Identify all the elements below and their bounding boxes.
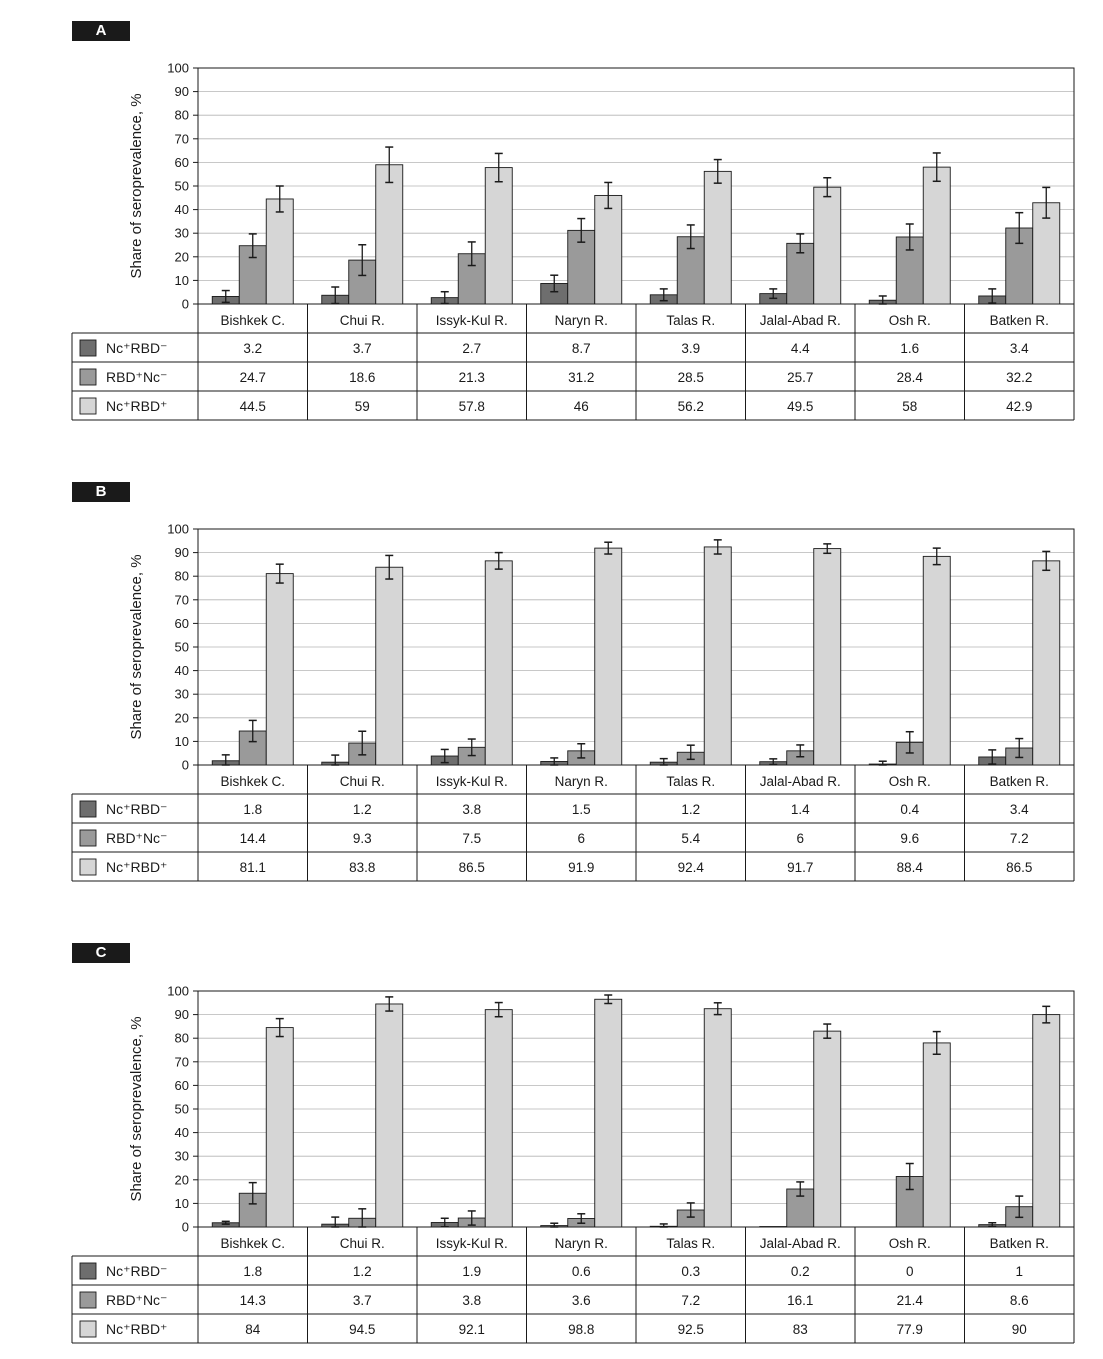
y-axis-label: Share of seroprevalence, % — [128, 93, 145, 279]
bar-nc-rbd-pos — [923, 1043, 950, 1227]
table-cell-value: 3.7 — [352, 341, 372, 356]
table-cell-value: 90 — [1011, 1322, 1027, 1337]
table-row-nc-rbd-pos — [80, 1321, 1027, 1337]
table-cell-value: 91.9 — [568, 860, 595, 875]
table-cell-value: 3.4 — [1009, 802, 1029, 817]
table-cell-value: 81.1 — [239, 860, 266, 875]
legend-label: Nc⁺RBD⁻ — [106, 340, 168, 356]
table-row-nc-rbd-pos — [80, 859, 1032, 875]
table-cell-value: 0.4 — [900, 802, 920, 817]
category-label: Batken R. — [989, 313, 1049, 328]
legend-label: RBD⁺Nc⁻ — [106, 369, 168, 385]
y-tick-label: 40 — [174, 202, 189, 218]
bar-nc-rbd-pos — [923, 556, 950, 765]
table-cell-value: 88.4 — [896, 860, 923, 875]
table-cell-value: 0.3 — [681, 1264, 701, 1279]
table-cell-value: 7.2 — [1009, 831, 1029, 846]
y-tick-label: 100 — [167, 60, 189, 76]
category-label: Jalal-Abad R. — [759, 774, 841, 789]
legend-label: Nc⁺RBD⁻ — [106, 1263, 168, 1279]
error-bar — [660, 1224, 668, 1227]
table-cell-value: 98.8 — [568, 1322, 595, 1337]
panel-label-b: B — [72, 482, 130, 502]
table-cell-value: 18.6 — [349, 370, 376, 385]
table-row-nc-rbd-neg — [80, 340, 1029, 356]
table-cell-value: 14.4 — [239, 831, 266, 846]
table-row-rbd-nc-neg — [80, 830, 1029, 846]
table-cell-value: 1.2 — [352, 802, 372, 817]
y-tick-label: 20 — [174, 249, 189, 265]
category-label: Batken R. — [989, 1236, 1049, 1251]
table-cell-value: 2.7 — [462, 341, 482, 356]
chart-panel-a — [72, 61, 1074, 421]
bar-nc-rbd-pos — [814, 1031, 841, 1227]
category-label: Chui R. — [339, 313, 385, 328]
table-cell-value: 58 — [902, 399, 918, 414]
error-bar — [550, 1223, 558, 1227]
table-cell-value: 14.3 — [239, 1293, 266, 1308]
legend-label: Nc⁺RBD⁺ — [106, 1321, 168, 1337]
table-cell-value: 0.6 — [571, 1264, 591, 1279]
legend-swatch — [80, 801, 96, 817]
table-cell-value: 3.8 — [462, 802, 482, 817]
category-label: Osh R. — [888, 774, 931, 789]
legend-label: Nc⁺RBD⁻ — [106, 801, 168, 817]
category-label: Talas R. — [666, 313, 716, 328]
y-tick-label: 0 — [181, 757, 189, 773]
table-cell-value: 1.9 — [462, 1264, 482, 1279]
legend-label: Nc⁺RBD⁺ — [106, 398, 168, 414]
table-row-nc-rbd-pos — [80, 398, 1032, 414]
table-cell-value: 6 — [796, 831, 805, 846]
table-cell-value: 84 — [245, 1322, 261, 1337]
category-label: Issyk-Kul R. — [435, 774, 508, 789]
y-axis-label: Share of seroprevalence, % — [128, 1016, 145, 1202]
data-table — [72, 304, 1074, 420]
table-cell-value: 91.7 — [787, 860, 814, 875]
legend-swatch — [80, 369, 96, 385]
chart-panel-c — [72, 984, 1074, 1344]
legend-swatch — [80, 830, 96, 846]
y-tick-label: 80 — [174, 568, 189, 584]
table-cell-value: 16.1 — [787, 1293, 814, 1308]
table-cell-value: 28.4 — [896, 370, 923, 385]
y-tick-label: 0 — [181, 1219, 189, 1235]
y-tick-label: 20 — [174, 1172, 189, 1188]
category-label: Talas R. — [666, 1236, 716, 1251]
category-label: Issyk-Kul R. — [435, 313, 508, 328]
y-tick-label: 10 — [174, 272, 189, 288]
category-label: Chui R. — [339, 1236, 385, 1251]
table-cell-value: 44.5 — [239, 399, 266, 414]
legend-swatch — [80, 398, 96, 414]
category-label: Bishkek C. — [220, 1236, 286, 1251]
category-label: Naryn R. — [554, 313, 608, 328]
y-tick-label: 30 — [174, 686, 189, 702]
table-cell-value: 56.2 — [677, 399, 704, 414]
bar-nc-rbd-pos — [266, 574, 293, 765]
table-cell-value: 25.7 — [787, 370, 814, 385]
table-cell-value: 8.6 — [1009, 1293, 1029, 1308]
panel-label-a: A — [72, 21, 130, 41]
y-tick-label: 50 — [174, 178, 189, 194]
y-tick-label: 70 — [174, 592, 189, 608]
table-cell-value: 6 — [577, 831, 586, 846]
table-cell-value: 1 — [1015, 1264, 1024, 1279]
table-cell-value: 0.2 — [790, 1264, 810, 1279]
table-cell-value: 1.8 — [243, 802, 263, 817]
table-cell-value: 3.9 — [681, 341, 701, 356]
y-tick-label: 10 — [174, 1195, 189, 1211]
y-tick-label: 60 — [174, 154, 189, 170]
category-label: Chui R. — [339, 774, 385, 789]
y-tick-label: 90 — [174, 545, 189, 561]
bar-nc-rbd-pos — [814, 187, 841, 304]
table-row-nc-rbd-neg — [80, 801, 1029, 817]
table-cell-value: 1.4 — [790, 802, 810, 817]
y-tick-label: 100 — [167, 521, 189, 537]
bar-nc-rbd-pos — [485, 168, 512, 304]
table-cell-value: 49.5 — [787, 399, 814, 414]
table-cell-value: 1.2 — [352, 1264, 372, 1279]
data-table — [72, 1227, 1074, 1343]
table-cell-value: 8.7 — [571, 341, 591, 356]
bar-nc-rbd-pos — [704, 171, 731, 304]
bar-nc-rbd-pos — [376, 1004, 403, 1227]
table-cell-value: 94.5 — [349, 1322, 376, 1337]
bar-nc-rbd-pos — [376, 567, 403, 765]
legend-label: RBD⁺Nc⁻ — [106, 830, 168, 846]
bar-nc-rbd-pos — [595, 195, 622, 304]
y-axis-label: Share of seroprevalence, % — [128, 554, 145, 740]
category-label: Bishkek C. — [220, 313, 286, 328]
bar-nc-rbd-pos — [1033, 561, 1060, 765]
y-tick-label: 80 — [174, 107, 189, 123]
category-label: Osh R. — [888, 1236, 931, 1251]
table-cell-value: 83 — [792, 1322, 808, 1337]
legend-swatch — [80, 1263, 96, 1279]
table-cell-value: 7.5 — [462, 831, 482, 846]
table-cell-value: 3.4 — [1009, 341, 1029, 356]
category-label: Bishkek C. — [220, 774, 286, 789]
y-tick-label: 80 — [174, 1030, 189, 1046]
table-cell-value: 59 — [354, 399, 370, 414]
category-label: Osh R. — [888, 313, 931, 328]
y-tick-label: 100 — [167, 983, 189, 999]
table-cell-value: 28.5 — [677, 370, 704, 385]
y-tick-label: 70 — [174, 131, 189, 147]
legend-swatch — [80, 340, 96, 356]
table-cell-value: 9.3 — [352, 831, 372, 846]
table-cell-value: 92.5 — [677, 1322, 704, 1337]
table-cell-value: 21.4 — [896, 1293, 923, 1308]
table-cell-value: 92.4 — [677, 860, 704, 875]
table-cell-value: 3.6 — [571, 1293, 591, 1308]
table-cell-value: 9.6 — [900, 831, 920, 846]
y-tick-label: 90 — [174, 84, 189, 100]
table-cell-value: 7.2 — [681, 1293, 701, 1308]
bar-nc-rbd-pos — [266, 1028, 293, 1227]
table-cell-value: 24.7 — [239, 370, 266, 385]
legend-swatch — [80, 1292, 96, 1308]
y-tick-label: 50 — [174, 1101, 189, 1117]
y-tick-label: 40 — [174, 663, 189, 679]
bar-nc-rbd-pos — [376, 165, 403, 304]
table-row-rbd-nc-neg — [80, 1292, 1029, 1308]
category-label: Jalal-Abad R. — [759, 1236, 841, 1251]
table-cell-value: 86.5 — [1006, 860, 1033, 875]
table-cell-value: 83.8 — [349, 860, 376, 875]
y-tick-label: 0 — [181, 296, 189, 312]
table-cell-value: 1.6 — [900, 341, 920, 356]
bar-nc-rbd-pos — [266, 199, 293, 304]
y-tick-label: 40 — [174, 1125, 189, 1141]
table-cell-value: 86.5 — [458, 860, 485, 875]
category-label: Issyk-Kul R. — [435, 1236, 508, 1251]
legend-swatch — [80, 1321, 96, 1337]
panel-label-c: C — [72, 943, 130, 963]
table-cell-value: 57.8 — [458, 399, 485, 414]
bar-nc-rbd-pos — [1033, 1015, 1060, 1227]
bar-nc-rbd-pos — [485, 1010, 512, 1227]
legend-label: Nc⁺RBD⁺ — [106, 859, 168, 875]
y-tick-label: 60 — [174, 1077, 189, 1093]
category-label: Naryn R. — [554, 1236, 608, 1251]
y-tick-label: 30 — [174, 225, 189, 241]
bar-nc-rbd-pos — [923, 167, 950, 304]
y-tick-label: 10 — [174, 733, 189, 749]
table-cell-value: 1.8 — [243, 1264, 263, 1279]
y-tick-label: 90 — [174, 1007, 189, 1023]
bar-nc-rbd-pos — [814, 549, 841, 765]
table-cell-value: 4.4 — [790, 341, 810, 356]
table-cell-value: 21.3 — [458, 370, 485, 385]
table-cell-value: 5.4 — [681, 831, 701, 846]
data-table — [72, 765, 1074, 881]
table-row-rbd-nc-neg — [80, 369, 1032, 385]
y-tick-label: 50 — [174, 639, 189, 655]
bar-nc-rbd-pos — [485, 561, 512, 765]
y-tick-label: 70 — [174, 1054, 189, 1070]
bar-nc-rbd-pos — [704, 547, 731, 765]
y-tick-label: 20 — [174, 710, 189, 726]
y-tick-label: 30 — [174, 1148, 189, 1164]
category-label: Batken R. — [989, 774, 1049, 789]
table-cell-value: 3.8 — [462, 1293, 482, 1308]
bar-nc-rbd-pos — [595, 999, 622, 1227]
table-cell-value: 1.5 — [571, 802, 591, 817]
bar-nc-rbd-pos — [595, 548, 622, 765]
table-cell-value: 1.2 — [681, 802, 701, 817]
table-cell-value: 3.2 — [243, 341, 263, 356]
y-tick-label: 60 — [174, 615, 189, 631]
table-cell-value: 92.1 — [458, 1322, 485, 1337]
chart-panel-b — [72, 522, 1074, 882]
error-bar — [879, 761, 887, 765]
bar-nc-rbd-pos — [704, 1009, 731, 1227]
category-label: Jalal-Abad R. — [759, 313, 841, 328]
table-cell-value: 0 — [905, 1264, 914, 1279]
table-cell-value: 77.9 — [896, 1322, 923, 1337]
table-cell-value: 3.7 — [352, 1293, 372, 1308]
legend-swatch — [80, 859, 96, 875]
category-label: Naryn R. — [554, 774, 608, 789]
table-cell-value: 46 — [573, 399, 589, 414]
table-row-nc-rbd-neg — [80, 1263, 1023, 1279]
table-cell-value: 32.2 — [1006, 370, 1033, 385]
table-cell-value: 31.2 — [568, 370, 595, 385]
legend-label: RBD⁺Nc⁻ — [106, 1292, 168, 1308]
table-cell-value: 42.9 — [1006, 399, 1033, 414]
category-label: Talas R. — [666, 774, 716, 789]
